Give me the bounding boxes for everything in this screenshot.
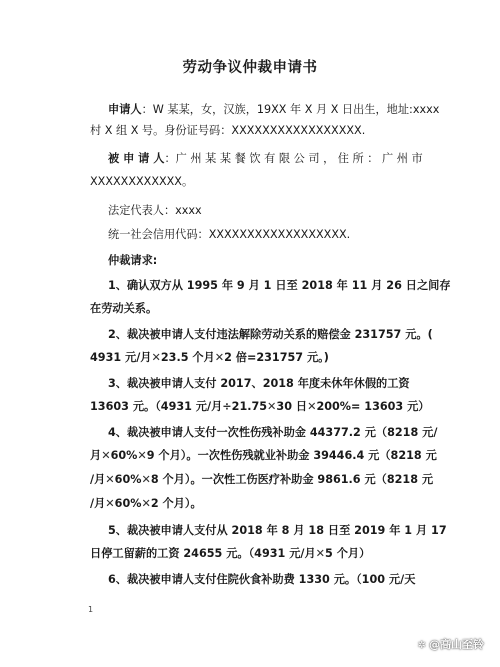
claim-4-line-1: 4、裁决被申请人支付一次性伤残补助金 44377.2 元（8218 元/ bbox=[108, 426, 438, 439]
claim-5-part-2: 5 个月） bbox=[325, 547, 371, 560]
claim-3-line-1: 3、裁决被申请人支付 2017、2018 年度未休年休假的工资 bbox=[108, 377, 410, 390]
times-icon: ✕ bbox=[214, 351, 225, 364]
times-icon: ✕ bbox=[105, 473, 115, 486]
times-icon: ✕ bbox=[137, 449, 147, 462]
claim-4-part-1: 月 bbox=[90, 449, 102, 462]
respondent-text-1: ：广 州 某 某 餐 饮 有 限 公 司 ， 住 所 ： 广 州 市 bbox=[164, 152, 423, 165]
claim-4-part-8: 60% bbox=[114, 497, 142, 510]
respondent-line-1 bbox=[108, 152, 423, 166]
times-icon: ✕ bbox=[307, 400, 317, 413]
times-icon: ✕ bbox=[101, 449, 111, 462]
claim-3-part-2: 21.75 bbox=[231, 400, 268, 413]
legal-rep: 法定代表人：xxxx bbox=[108, 204, 202, 217]
applicant-text-1: ：W 某某，女，汉族，19XX 年 X 月 X 日出生，地址:xxxx bbox=[141, 103, 440, 116]
credit-code: 统一社会信用代码：XXXXXXXXXXXXXXXXXX. bbox=[108, 228, 351, 241]
claim-4-part-7: /月 bbox=[90, 497, 106, 510]
claim-2-part-3: 2 倍=231757 元。) bbox=[224, 351, 329, 364]
applicant-line-1 bbox=[108, 103, 440, 117]
claim-1-line-2: 在劳动关系。 bbox=[90, 302, 158, 315]
claim-5-line-2 bbox=[90, 547, 420, 561]
page-number: 1 bbox=[88, 605, 94, 614]
claim-4-part-6: 8 个月）。一次性工伤医疗补助金 9861.6 元（8218 元 bbox=[150, 473, 434, 486]
claim-4-part-9: 2 个月）。 bbox=[150, 497, 202, 510]
respondent-label: 被 申 请 人 bbox=[108, 152, 165, 165]
claim-3-part-4: 200%= 13603 元） bbox=[316, 400, 430, 413]
claim-6-line-1: 6、裁决被申请人支付住院伙食补助费 1330 元。（100 元/天 bbox=[108, 573, 416, 586]
claim-2-part-2: 23.5 个月 bbox=[160, 351, 215, 364]
document-title: 劳动争议仲裁申请书 bbox=[182, 60, 318, 76]
claim-3-part-3: 30 日 bbox=[276, 400, 308, 413]
claim-1-line-1: 1、确认双方从 1995 年 9 月 1 日至 2018 年 11 月 26 日之间存 bbox=[108, 279, 451, 292]
times-icon: ✕ bbox=[315, 547, 326, 560]
divide-icon: ÷ bbox=[222, 400, 232, 413]
claims-heading: 仲裁请求: bbox=[108, 254, 158, 267]
claim-4-part-2: 60% bbox=[110, 449, 138, 462]
claim-4-line-3 bbox=[90, 473, 434, 487]
claim-3-line-2 bbox=[90, 400, 430, 414]
times-icon: ✕ bbox=[141, 497, 151, 510]
applicant-line-2: 村 X 组 X 号。身份证号码：XXXXXXXXXXXXXXXXX. bbox=[90, 124, 366, 137]
respondent-line-2: XXXXXXXXXXXX。 bbox=[90, 175, 194, 188]
watermark-text: @高山至铃 bbox=[429, 638, 484, 651]
times-icon: ✕ bbox=[267, 400, 277, 413]
claim-4-part-4: /月 bbox=[90, 473, 106, 486]
claim-5-part-1: 日停工留薪的工资 24655 元。（4931 元/月 bbox=[90, 547, 316, 560]
claim-2-part-1: 4931 元/月 bbox=[90, 351, 152, 364]
claim-2-line-2 bbox=[90, 351, 420, 365]
times-icon: ✕ bbox=[105, 497, 115, 510]
applicant-label: 申请人 bbox=[108, 103, 142, 116]
paw-icon: ✲ bbox=[417, 640, 426, 651]
times-icon: ✕ bbox=[151, 351, 161, 364]
claim-4-part-5: 60% bbox=[114, 473, 142, 486]
claim-4-line-4 bbox=[90, 497, 420, 511]
claim-4-line-2 bbox=[90, 449, 437, 463]
claim-3-part-1: 13603 元。（4931 元/月 bbox=[90, 400, 223, 413]
claim-5-line-1: 5、裁决被申请人支付从 2018 年 8 月 18 日至 2019 年 1 月 17 bbox=[108, 524, 447, 537]
claim-4-part-3: 9 个月）。一次性伤残就业补助金 39446.4 元（8218 元 bbox=[146, 449, 437, 462]
watermark bbox=[418, 636, 484, 652]
claim-2-line-1: 2、裁决被申请人支付违法解除劳动关系的赔偿金 231757 元。( bbox=[108, 328, 433, 341]
times-icon: ✕ bbox=[141, 473, 151, 486]
